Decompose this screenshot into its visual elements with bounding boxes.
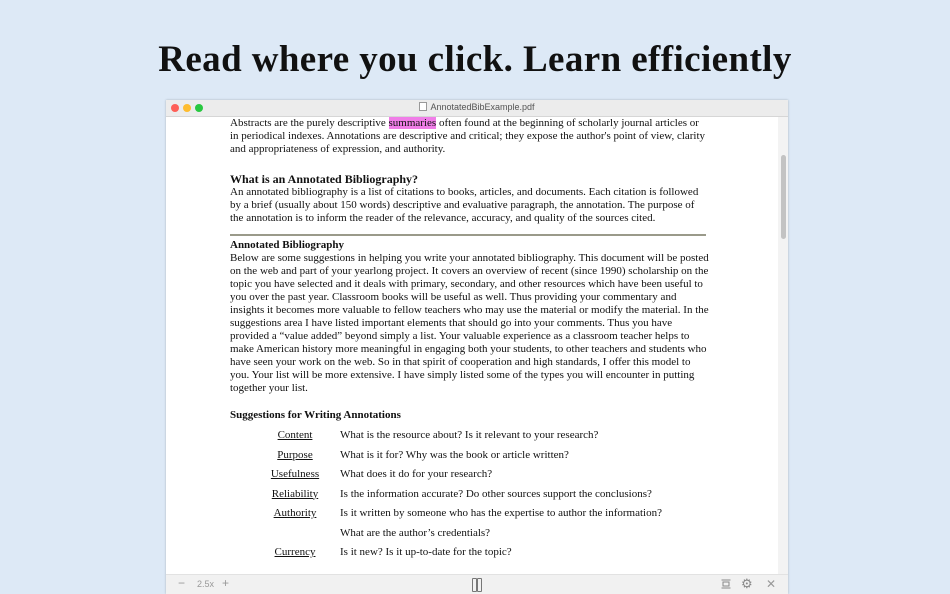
suggestion-description: Is it new? Is it up-to-date for the topic?: [340, 546, 512, 558]
suggestion-description: What is the resource about? Is it relevant to your research?: [340, 429, 599, 441]
suggestion-row[interactable]: [230, 468, 710, 488]
suggestion-description: What are the author’s credentials?: [340, 526, 491, 539]
suggestion-row[interactable]: [230, 429, 710, 449]
suggestion-row[interactable]: [230, 527, 710, 547]
title-bar[interactable]: [166, 100, 788, 117]
suggestions-list: [230, 429, 710, 566]
close-icon[interactable]: ✕: [766, 577, 777, 591]
bottom-toolbar: [166, 574, 788, 594]
section-heading: Suggestions for Writing Annotations: [230, 409, 401, 421]
suggestion-term: Purpose: [277, 448, 313, 461]
suggestion-description: Is the information accurate? Do other sources support the conclusions?: [340, 487, 652, 500]
highlighted-word[interactable]: summaries: [388, 117, 437, 129]
promo-headline: Read where you click. Learn efficiently: [158, 39, 792, 80]
suggestion-row[interactable]: [230, 546, 710, 566]
suggestion-row[interactable]: [230, 449, 710, 469]
section-heading: What is an Annotated Bibliography?: [230, 172, 419, 186]
suggestion-row[interactable]: [230, 507, 710, 527]
document-icon: [419, 102, 427, 111]
suggestion-row[interactable]: [230, 488, 710, 508]
suggestions-intro-paragraph[interactable]: Below are some suggestions in helping you write your annotated bibliography. This document will be posted on the web and part of your yearlong project. It covers an overview of recent (since 1990) scholarship on the topic you have selected and it deals with primary, secondary, and other resources which have been useful to you over the past year. Classroom books will be useful as well. Thus providing your commentary and insights it becomes more valuable to fellow teachers who may use the material or modify the material. In the suggestions area I have listed important elements that should go into your comments. Thus you have provided a “value added” beyond simply a list. Your valuable experience as a classroom teacher helps to make American history more meaningful in engaging both your students, to other teachers and students who have seen your work on the web. So in that spirit of cooperation and high standards, I offer this model to you. Your list will be more extensive. I have simply listed some of the types you will encounter in putting together your list.: [230, 252, 709, 394]
gear-icon[interactable]: ⚙: [741, 576, 753, 591]
window-filename: AnnotatedBibExample.pdf: [430, 102, 535, 112]
suggestion-description: What is it for? Why was the book or article written?: [340, 448, 569, 461]
scrollbar-thumb[interactable]: [781, 155, 786, 239]
divider: [230, 234, 706, 236]
suggestion-description: Is it written by someone who has the expertise to author the information?: [340, 507, 662, 519]
zoom-out-button[interactable]: −: [178, 576, 186, 590]
window-title: [166, 102, 788, 112]
pause-icon[interactable]: [472, 578, 482, 590]
suggestion-term: Authority: [273, 507, 317, 519]
suggestion-term: Currency: [274, 546, 316, 558]
suggestion-term: Reliability: [271, 487, 319, 500]
section-heading: Annotated Bibliography: [230, 239, 344, 251]
document-page[interactable]: [230, 117, 710, 566]
suggestion-description: What does it do for your research?: [340, 468, 493, 480]
pdf-reader-window: [166, 100, 788, 594]
zoom-level: 2.5x: [197, 579, 215, 589]
vertical-scrollbar[interactable]: [778, 117, 788, 576]
suggestion-term: Usefulness: [270, 468, 320, 480]
suggestion-term: Content: [277, 429, 313, 441]
definition-paragraph[interactable]: An annotated bibliography is a list of citations to books, articles, and documents. Each citation is followed by a brief (usually about 150 words) descriptive and evaluative paragraph, the annotation. The purpose of the annotation is to inform the reader of the relevance, accuracy, and quality of the sources cited.: [230, 186, 699, 224]
reader-icon[interactable]: [721, 579, 731, 589]
zoom-in-button[interactable]: +: [222, 576, 230, 590]
intro-paragraph[interactable]: Abstracts are the purely descriptive summaries often found at the beginning of scholarly journal articles or in periodical indexes. Annotations are descriptive and critical; they expose the author's point of view, clarity and appropriateness of expression, and authority.: [230, 117, 706, 155]
